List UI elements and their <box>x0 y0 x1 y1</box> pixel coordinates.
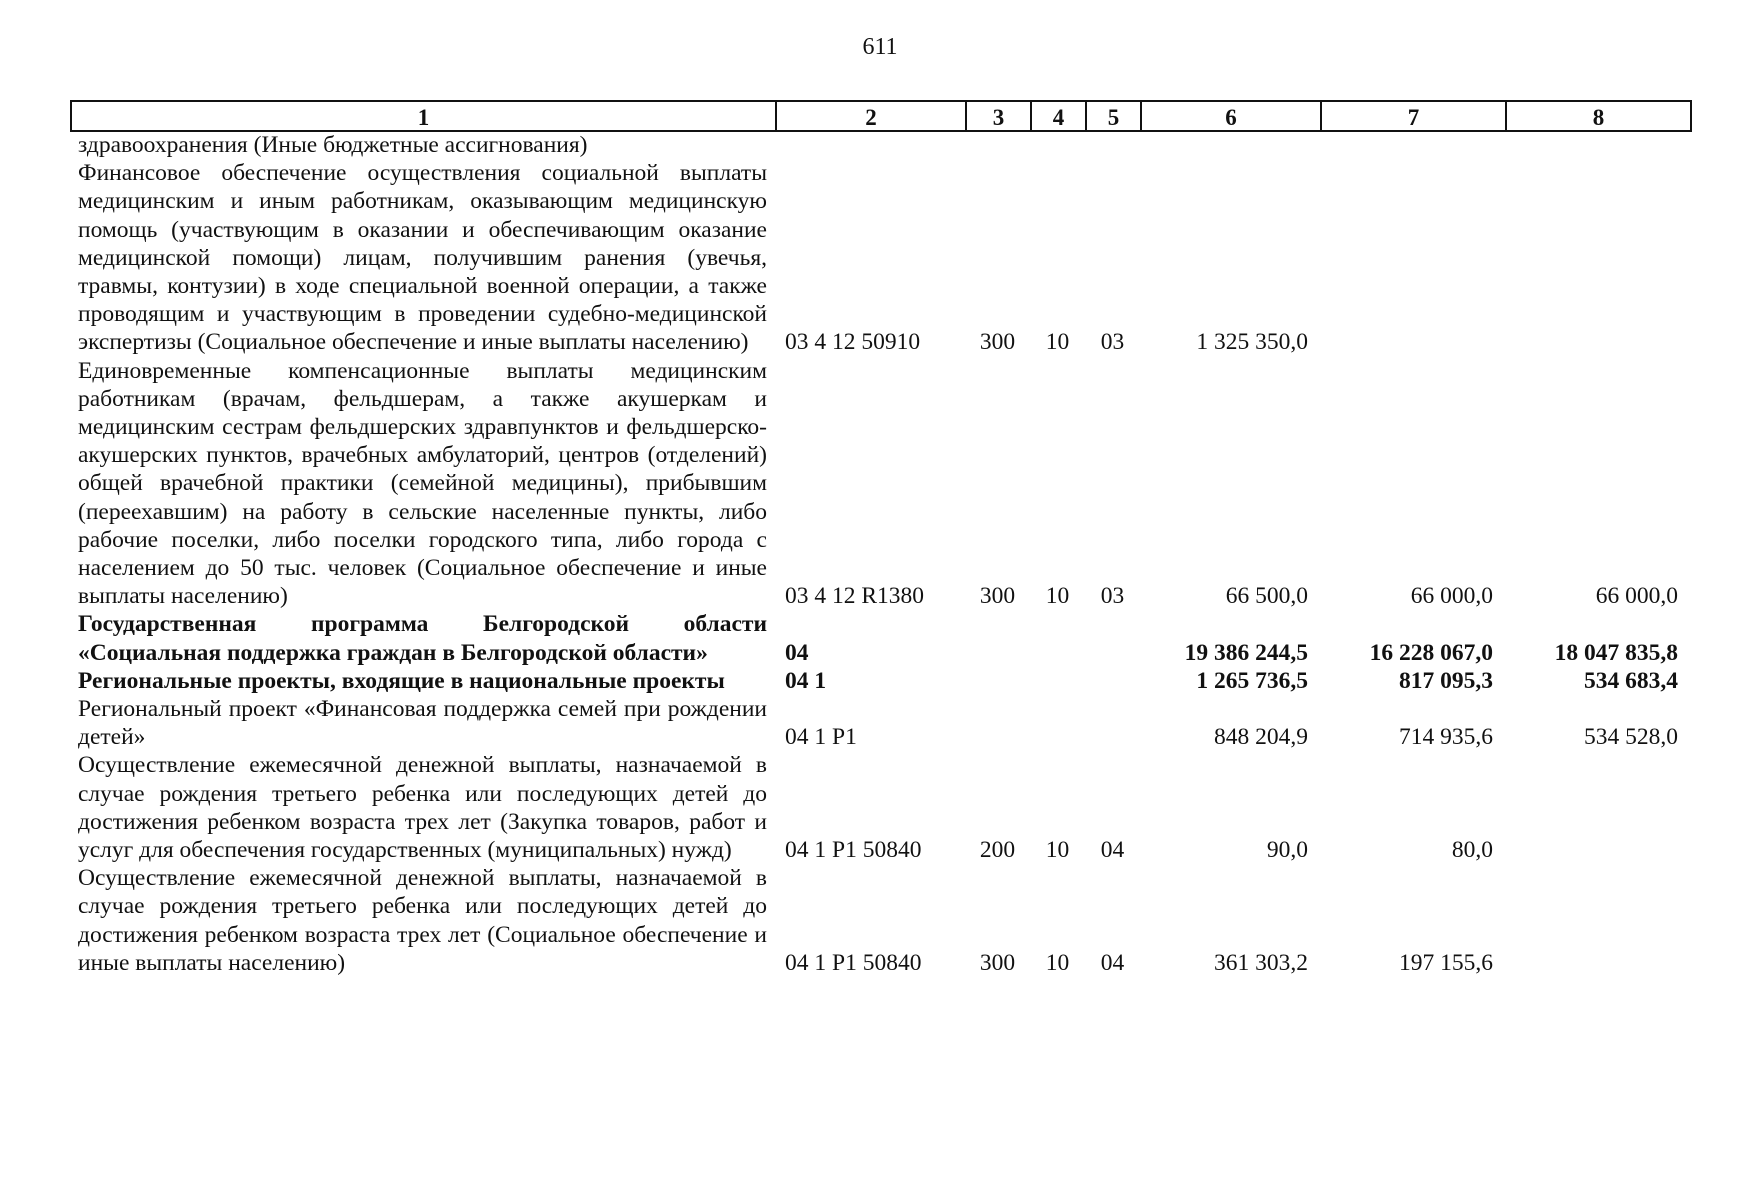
table-row <box>70 751 1690 864</box>
row-col5 <box>1085 667 1140 695</box>
row-col4 <box>1030 610 1085 666</box>
row-col8 <box>1505 751 1690 864</box>
row-col5: 03 <box>1100 329 1125 356</box>
row-col5: 03 <box>1100 583 1125 610</box>
column-header-4: 4 <box>1031 101 1086 131</box>
row-code: 04 1 P1 50840 <box>785 949 922 976</box>
row-col3: 300 <box>979 583 1016 610</box>
row-col4: 10 <box>1045 949 1070 976</box>
row-col5 <box>1085 131 1140 159</box>
row-col7: 817 095,3 <box>1399 667 1493 694</box>
table-row <box>70 667 1690 695</box>
row-col5 <box>1085 695 1140 751</box>
row-col8: 18 047 835,8 <box>1554 639 1678 666</box>
row-col8: 66 000,0 <box>1595 583 1678 610</box>
column-header-8: 8 <box>1506 101 1691 131</box>
row-code <box>775 131 965 159</box>
row-name: Региональные проекты, входящие в национальные проекты <box>78 667 725 694</box>
row-col3: 300 <box>979 329 1016 356</box>
row-col7 <box>1320 159 1505 356</box>
row-col6: 66 500,0 <box>1225 583 1308 610</box>
column-header-table <box>70 100 1692 132</box>
table-row <box>70 357 1690 611</box>
table-row <box>70 131 1690 159</box>
row-col3 <box>965 131 1030 159</box>
row-col7: 66 000,0 <box>1410 583 1493 610</box>
budget-table <box>70 131 1690 977</box>
row-col7: 80,0 <box>1451 837 1493 864</box>
column-header-1: 1 <box>71 101 776 131</box>
row-col6: 1 325 350,0 <box>1196 329 1308 356</box>
row-col7: 16 228 067,0 <box>1369 639 1493 666</box>
row-code: 04 1 <box>785 667 827 694</box>
row-code: 04 <box>785 639 809 666</box>
row-col4 <box>1030 131 1085 159</box>
row-col4: 10 <box>1045 583 1070 610</box>
row-col3 <box>965 695 1030 751</box>
row-name: Финансовое обеспечение осуществления социальной выплаты медицинским и иным работникам, оказывающим медицинскую помощь (участвующим в оказании и обеспечивающим оказание медицинской помощи) лицам, получившим ранения (увечья, травмы, контузии) в ходе специальной военной операции, а также проводящим и участвующим в проведении судебно-медицинской экспертизы (Социальное обеспечение и иные выплаты населению) <box>78 160 767 356</box>
row-col8 <box>1505 131 1690 159</box>
row-name: Государственная программа Белгородской области «Социальная поддержка граждан в Белгородской области» <box>78 611 767 666</box>
row-col3 <box>965 610 1030 666</box>
row-code: 03 4 12 R1380 <box>785 583 925 610</box>
column-header-5: 5 <box>1086 101 1141 131</box>
row-name: Осуществление ежемесячной денежной выплаты, назначаемой в случае рождения третьего ребенка или последующих детей до достижения ребенком возраста трех лет (Закупка товаров, работ и услуг для обеспечения государственных (муниципальных) нужд) <box>78 752 767 864</box>
row-col6: 848 204,9 <box>1214 724 1308 751</box>
row-code: 04 1 P1 <box>785 724 857 751</box>
row-col7: 197 155,6 <box>1399 949 1493 976</box>
row-col6: 90,0 <box>1266 837 1308 864</box>
row-col4: 10 <box>1045 837 1070 864</box>
column-header-row <box>71 101 1691 131</box>
table-row <box>70 695 1690 751</box>
column-header-2: 2 <box>776 101 966 131</box>
table-row <box>70 159 1690 356</box>
row-col6 <box>1140 131 1320 159</box>
table-row <box>70 610 1690 666</box>
column-header-3: 3 <box>966 101 1031 131</box>
row-code: 03 4 12 50910 <box>785 329 921 356</box>
row-col8: 534 528,0 <box>1584 724 1678 751</box>
row-col7 <box>1320 131 1505 159</box>
row-code: 04 1 P1 50840 <box>785 837 922 864</box>
row-col6: 361 303,2 <box>1214 949 1308 976</box>
row-col6: 1 265 736,5 <box>1196 667 1308 694</box>
row-col5: 04 <box>1100 949 1125 976</box>
row-col8 <box>1505 159 1690 356</box>
row-name: Осуществление ежемесячной денежной выплаты, назначаемой в случае рождения третьего ребенка или последующих детей до достижения ребенком возраста трех лет (Социальное обеспечение и иные выплаты населению) <box>78 865 767 976</box>
row-col7: 714 935,6 <box>1399 724 1493 751</box>
row-col5: 04 <box>1100 837 1125 864</box>
row-col3 <box>965 667 1030 695</box>
row-col5 <box>1085 610 1140 666</box>
row-name: здравоохранения (Иные бюджетные ассигнования) <box>78 132 588 158</box>
row-col6: 19 386 244,5 <box>1184 639 1308 666</box>
column-header-6: 6 <box>1141 101 1321 131</box>
row-col8: 534 683,4 <box>1584 667 1678 694</box>
row-col3: 300 <box>979 949 1016 976</box>
row-col8 <box>1505 864 1690 977</box>
row-col4 <box>1030 667 1085 695</box>
page-number: 611 <box>862 34 898 60</box>
row-col4: 10 <box>1045 329 1070 356</box>
row-col4 <box>1030 695 1085 751</box>
row-col3: 200 <box>979 837 1016 864</box>
column-header-7: 7 <box>1321 101 1506 131</box>
table-row <box>70 864 1690 977</box>
row-name: Единовременные компенсационные выплаты медицинским работникам (врачам, фельдшерам, а также акушеркам и медицинским сестрам фельдшерских здравпунктов и фельдшерско-акушерских пунктов, врачебных амбулаторий, центров (отделений) общей врачебной практики (семейной медицины), прибывшим (переехавшим) на работу в сельские населенные пункты, либо рабочие поселки, либо поселки городского типа, либо города с населением до 50 тыс. человек (Социальное обеспечение и иные выплаты населению) <box>78 357 767 610</box>
row-name: Региональный проект «Финансовая поддержка семей при рождении детей» <box>78 696 767 751</box>
